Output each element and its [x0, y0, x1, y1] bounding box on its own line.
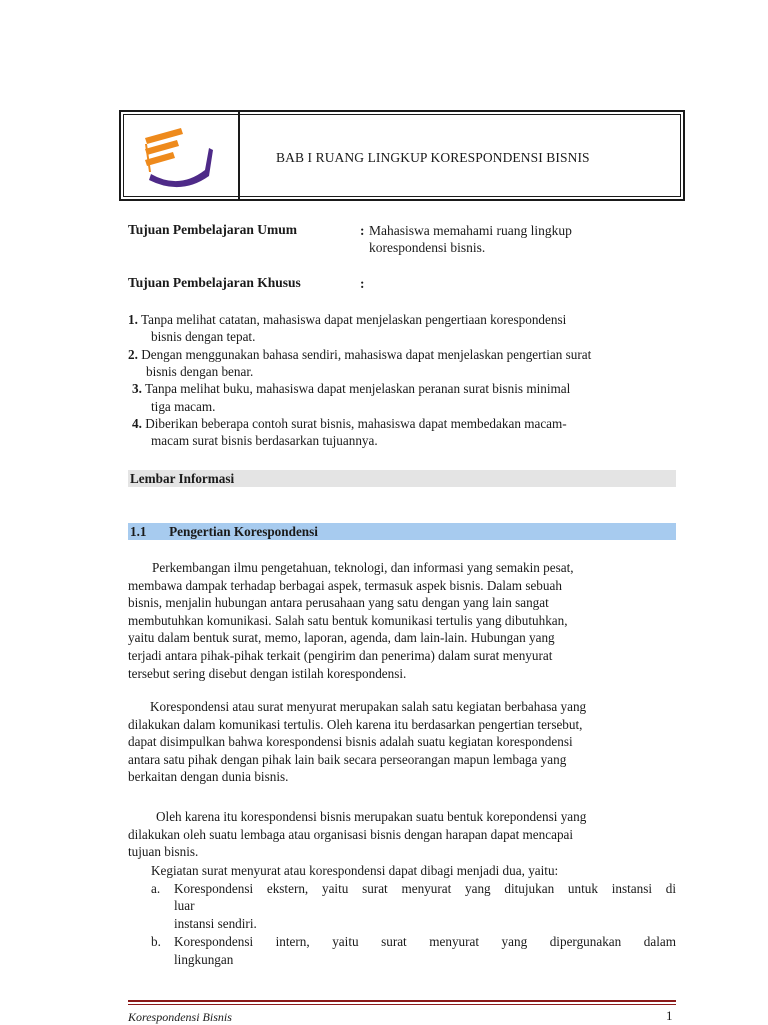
paragraph-line: yaitu dalam bentuk surat, memo, laporan, agenda, dam lain-lain. Hubungan yang [128, 630, 555, 646]
general-objective-text-line1: Mahasiswa memahami ruang lingkup [369, 223, 572, 238]
item-b-letter: b. [151, 934, 161, 949]
paragraph-line: membutuhkan komunikasi. Salah satu bentuk komunikasi tertulis yang dibutuhkan, [128, 612, 568, 628]
paragraph-line: Korespondensi atau surat menyurat merupakan salah satu kegiatan berbahasa yang [150, 699, 587, 714]
specific-objective-label: Tujuan Pembelajaran Khusus [128, 275, 301, 290]
info-sheet-heading: Lembar Informasi [128, 470, 676, 487]
paragraph-1 [128, 559, 676, 682]
list-item [128, 346, 591, 363]
institution-logo-icon [143, 126, 215, 188]
paragraph-line: tersebut sering disebut dengan istilah korespondensi. [128, 665, 407, 681]
list-item [128, 311, 566, 328]
list-item-text: Dengan menggunakan bahasa sendiri, mahasiswa dapat menjelaskan pengertian surat [141, 347, 592, 362]
list-item-continuation: bisnis dengan tepat. [151, 329, 256, 344]
general-objective-text-line2: korespondensi bisnis. [369, 240, 486, 255]
section-heading-1-1 [128, 523, 676, 540]
footer-course-name: Korespondensi Bisnis [128, 1010, 232, 1024]
item-b-text [174, 933, 676, 951]
paragraph-line: dapat disimpulkan bahwa korespondensi bisnis adalah suatu kegiatan korespondensi [128, 734, 573, 750]
paragraph-line: terjadi antara pihak-pihak terkait (pengirim dan penerima) dalam surat menyurat [128, 647, 553, 663]
section-title: Pengertian Korespondensi [169, 524, 318, 539]
general-objective-label: Tujuan Pembelajaran Umum [128, 222, 298, 237]
list-item-number: 4. [132, 416, 142, 431]
footer-rule [128, 1000, 676, 1002]
list-item [132, 380, 570, 397]
header-divider [238, 112, 240, 199]
paragraph-line: berkaitan dengan dunia bisnis. [128, 769, 289, 785]
paragraph-2 [128, 698, 676, 786]
item-b-line: lingkungan [174, 952, 234, 967]
page-number: 1 [666, 1008, 673, 1023]
paragraph-line: Oleh karena itu korespondensi bisnis merupakan suatu bentuk korepondensi yang [156, 809, 587, 824]
paragraph-line: dilakukan oleh suatu lembaga atau organisasi bisnis dengan harapan dapat mencapai [128, 826, 574, 842]
paragraph-line: Perkembangan ilmu pengetahuan, teknologi, dan informasi yang semakin pesat, [152, 560, 574, 575]
item-b-line: Korespondensi intern, yaitu surat menyurat yang dipergunakan dalam [174, 934, 676, 949]
list-item-number: 1. [128, 312, 138, 327]
paragraph-3 [128, 808, 676, 861]
list-item-continuation: bisnis dengan benar. [146, 364, 254, 379]
chapter-header-box [119, 110, 685, 201]
item-a-line: instansi sendiri. [174, 916, 257, 931]
list-item-continuation: macam surat bisnis berdasarkan tujuannya. [151, 433, 378, 448]
division-intro: Kegiatan surat menyurat atau korespondensi dapat dibagi menjadi dua, yaitu: [151, 863, 559, 878]
list-item-text: Diberikan beberapa contoh surat bisnis, mahasiswa dapat membedakan macam- [145, 416, 567, 431]
specific-objective-colon: : [360, 276, 365, 291]
paragraph-line: bisnis, menjalin hubungan antara perusahaan yang satu dengan yang lain sangat [128, 595, 549, 611]
general-objective-colon: : [360, 223, 365, 238]
item-a-line: luar [174, 898, 195, 913]
paragraph-line: antara satu pihak dengan pihak lain baik secara perseorangan mapun lembaga yang [128, 751, 567, 767]
paragraph-line: dilakukan dalam komunikasi tertulis. Oleh karena itu berdasarkan pengertian tersebut, [128, 716, 583, 732]
item-a-letter: a. [151, 881, 161, 896]
list-item-text: Tanpa melihat buku, mahasiswa dapat menjelaskan peranan surat bisnis minimal [144, 381, 571, 396]
chapter-title: BAB I RUANG LINGKUP KORESPONDENSI BISNIS [276, 150, 590, 165]
list-item-continuation: tiga macam. [151, 399, 216, 414]
list-item-text: Tanpa melihat catatan, mahasiswa dapat menjelaskan pengertiaan korespondensi [140, 312, 567, 327]
paragraph-line: tujuan bisnis. [128, 844, 199, 860]
item-a-line: Korespondensi ekstern, yaitu surat menyurat yang ditujukan untuk instansi di [174, 881, 676, 896]
list-item-number: 2. [128, 347, 138, 362]
list-item [132, 415, 567, 432]
paragraph-line: membawa dampak terhadap berbagai aspek, termasuk aspek bisnis. Dalam sebuah [128, 577, 562, 593]
footer-rule-thin [128, 1004, 676, 1005]
section-number: 1.1 [130, 524, 147, 539]
item-a-text [174, 880, 676, 898]
list-item-number: 3. [132, 381, 142, 396]
